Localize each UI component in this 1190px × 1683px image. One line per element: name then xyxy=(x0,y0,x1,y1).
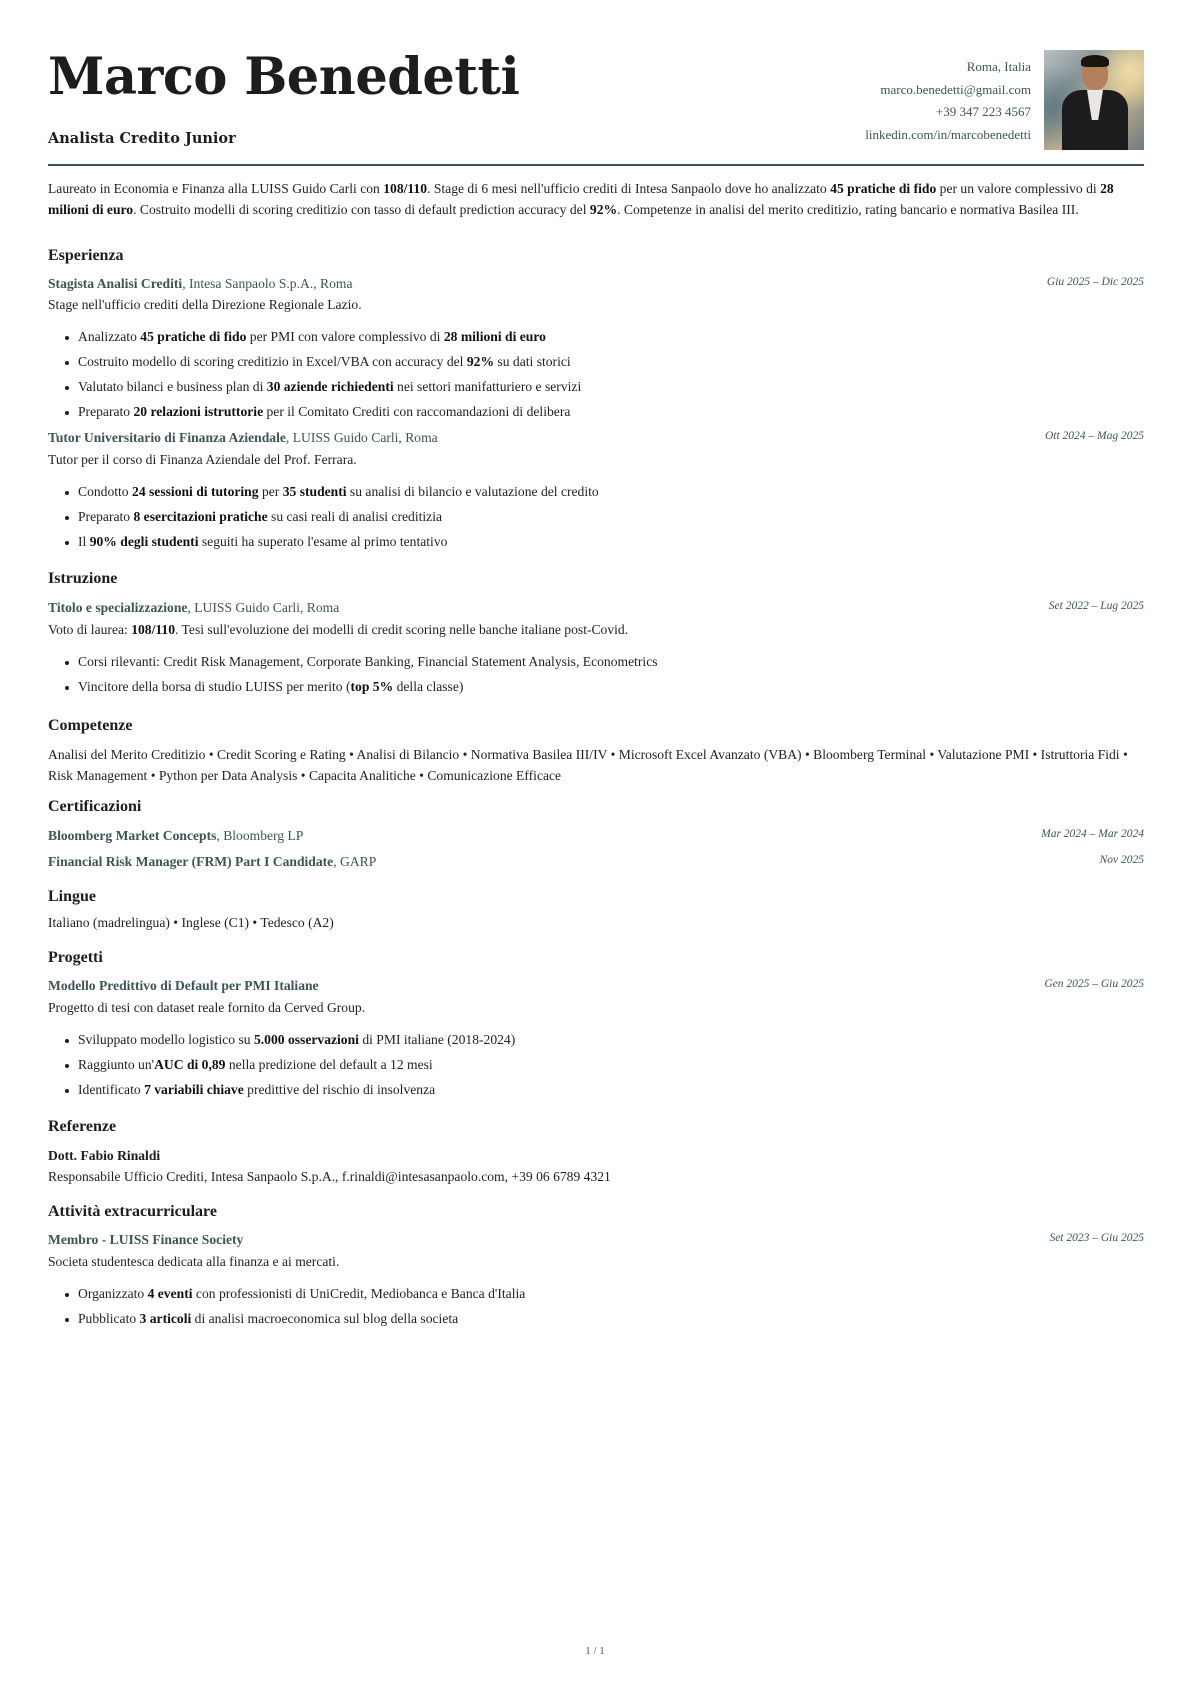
extracurricular-entry-description: Societa studentesca dedicata alla finanza e ai mercati. xyxy=(48,1254,340,1269)
candidate-role: Analista Credito Junior xyxy=(48,130,236,147)
contact-linkedin[interactable]: linkedin.com/in/marcobenedetti xyxy=(865,126,1031,142)
education-bullets xyxy=(78,653,658,703)
list-item: Costruito modello di scoring creditizio in Excel/VBA con accuracy del 92% su dati storici xyxy=(78,353,581,378)
experience-entry-date: Giu 2025 – Dic 2025 xyxy=(1046,276,1144,288)
list-item: Sviluppato modello logistico su 5.000 osservazioni di PMI italiane (2018-2024) xyxy=(78,1031,515,1056)
list-item: Condotto 24 sessioni di tutoring per 35 studenti su analisi di bilancio e valutazione del credito xyxy=(78,483,599,508)
list-item: Preparato 20 relazioni istruttorie per il Comitato Crediti con raccomandazioni di delibera xyxy=(78,403,581,428)
experience-entry-title: Tutor Universitario di Finanza Aziendale, LUISS Guido Carli, Roma xyxy=(48,430,438,445)
reference-name: Dott. Fabio Rinaldi xyxy=(48,1148,161,1163)
section-title-languages: Lingue xyxy=(48,888,97,905)
list-item: Raggiunto un'AUC di 0,89 nella predizione del default a 12 mesi xyxy=(78,1056,515,1081)
contact-email[interactable]: marco.benedetti@gmail.com xyxy=(880,81,1031,97)
languages-list: Italiano (madrelingua) • Inglese (C1) • Tedesco (A2) xyxy=(48,915,334,930)
page-indicator: 1 / 1 xyxy=(585,1645,605,1657)
project-bullets xyxy=(78,1031,515,1106)
extracurricular-entry-date: Set 2023 – Giu 2025 xyxy=(1049,1232,1144,1244)
section-title-experience: Esperienza xyxy=(48,247,124,264)
section-title-education: Istruzione xyxy=(48,570,118,587)
list-item: Preparato 8 esercitazioni pratiche su casi reali di analisi creditizia xyxy=(78,508,599,533)
resume-header xyxy=(48,0,1144,166)
experience-entry-title: Stagista Analisi Crediti, Intesa Sanpaolo S.p.A., Roma xyxy=(48,276,353,291)
extracurricular-bullets xyxy=(78,1285,525,1335)
experience-entry-description: Stage nell'ufficio crediti della Direzione Regionale Lazio. xyxy=(48,297,362,312)
contact-block xyxy=(865,56,1031,146)
list-item: Corsi rilevanti: Credit Risk Management, Corporate Banking, Financial Statement Analysis, Econometrics xyxy=(78,653,658,678)
extracurricular-entry-title: Membro - LUISS Finance Society xyxy=(48,1232,244,1247)
list-item: Pubblicato 3 articoli di analisi macroeconomica sul blog della societa xyxy=(78,1310,525,1335)
education-entry-description: Voto di laurea: 108/110. Tesi sull'evoluzione dei modelli di credit scoring nelle banche italiane post-Covid. xyxy=(48,622,629,637)
experience-entry-description: Tutor per il corso di Finanza Aziendale del Prof. Ferrara. xyxy=(48,452,357,467)
experience-entry-date: Ott 2024 – Mag 2025 xyxy=(1044,430,1144,442)
certification-date: Nov 2025 xyxy=(1099,854,1144,866)
section-title-projects: Progetti xyxy=(48,949,103,966)
education-entry-date: Set 2022 – Lug 2025 xyxy=(1048,600,1144,612)
list-item: Vincitore della borsa di studio LUISS per merito (top 5% della classe) xyxy=(78,678,658,703)
list-item: Il 90% degli studenti seguiti ha superato l'esame al primo tentativo xyxy=(78,533,599,558)
section-title-references: Referenze xyxy=(48,1118,117,1135)
contact-phone: +39 347 223 4567 xyxy=(935,104,1031,119)
experience-bullets xyxy=(78,328,581,428)
section-title-certifications: Certificazioni xyxy=(48,798,142,815)
list-item: Identificato 7 variabili chiave predittive del rischio di insolvenza xyxy=(78,1081,515,1106)
reference-details: Responsabile Ufficio Crediti, Intesa Sanpaolo S.p.A., f.rinaldi@intesasanpaolo.com, +39 06 6789 4321 xyxy=(48,1169,611,1184)
summary-paragraph: Laureato in Economia e Finanza alla LUISS Guido Carli con 108/110. Stage di 6 mesi nell'ufficio crediti di Intesa Sanpaolo dove ho analizzato 45 pratiche di fido per un valore complessivo di 28 milioni di euro. Costruito modelli di scoring creditizio con tasso di default prediction accuracy del 92%. Competenze in analisi del merito creditizio, rating bancario e normativa Basilea III. xyxy=(48,181,1114,217)
certification-date: Mar 2024 – Mar 2024 xyxy=(1041,828,1144,840)
project-entry-description: Progetto di tesi con dataset reale fornito da Cerved Group. xyxy=(48,1000,366,1015)
contact-location: Roma, Italia xyxy=(966,59,1031,74)
section-title-extracurricular: Attività extracurriculare xyxy=(48,1203,217,1220)
education-entry-title: Titolo e specializzazione, LUISS Guido Carli, Roma xyxy=(48,600,340,615)
experience-bullets xyxy=(78,483,599,558)
project-entry-date: Gen 2025 – Giu 2025 xyxy=(1044,978,1144,990)
list-item: Organizzato 4 eventi con professionisti di UniCredit, Mediobanca e Banca d'Italia xyxy=(78,1285,525,1310)
certification-entry: Bloomberg Market Concepts, Bloomberg LP xyxy=(48,828,304,843)
section-title-skills: Competenze xyxy=(48,717,133,734)
skills-list: Analisi del Merito Creditizio • Credit Scoring e Rating • Analisi di Bilancio • Normativa Basilea III/IV • Microsoft Excel Avanzato (VBA) • Bloomberg Terminal • Valutazione PMI • Istruttoria Fidi • Risk Management • Python per Data Analysis • Capacita Analitiche • Comunicazione Efficace xyxy=(48,747,1128,783)
profile-photo xyxy=(1044,50,1144,150)
certification-entry: Financial Risk Manager (FRM) Part I Candidate, GARP xyxy=(48,854,377,869)
list-item: Valutato bilanci e business plan di 30 aziende richiedenti nei settori manifatturiero e servizi xyxy=(78,378,581,403)
list-item: Analizzato 45 pratiche di fido per PMI con valore complessivo di 28 milioni di euro xyxy=(78,328,581,353)
resume-page xyxy=(48,0,1144,1326)
project-entry-title: Modello Predittivo di Default per PMI Italiane xyxy=(48,978,319,993)
candidate-name: Marco Benedetti xyxy=(48,47,520,107)
